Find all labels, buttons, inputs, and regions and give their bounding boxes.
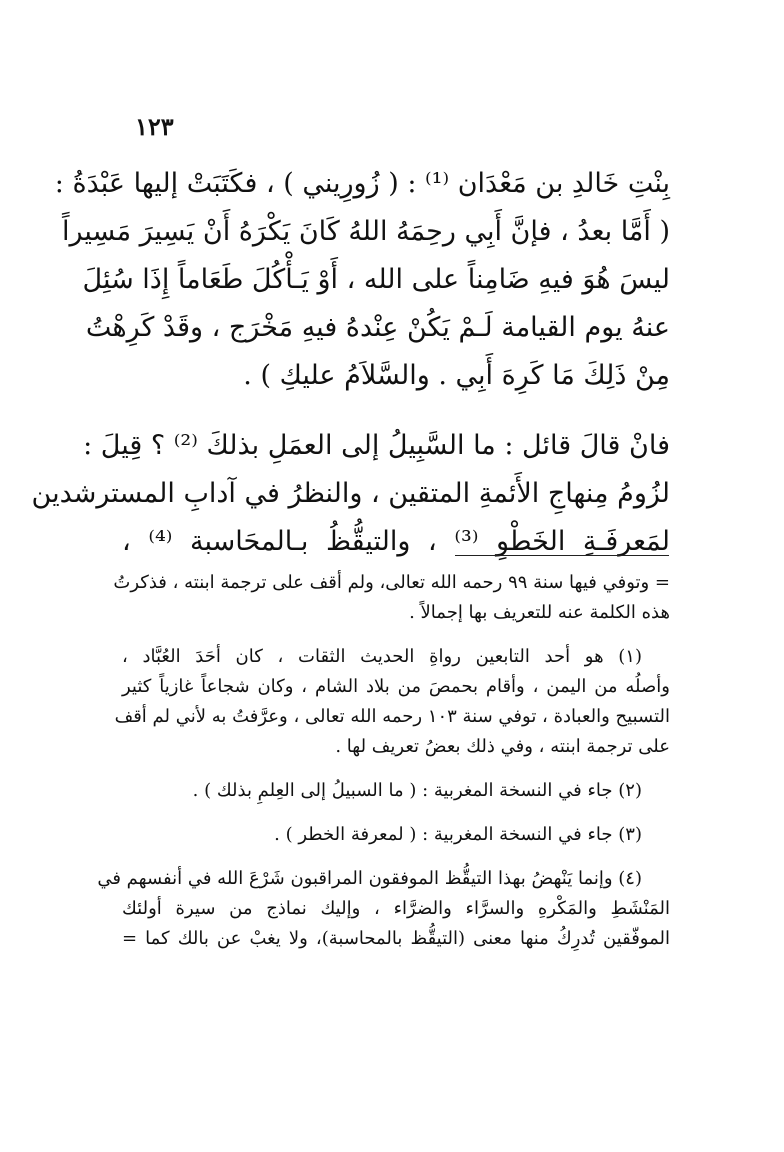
text-line: بِنْتِ خَالدِ بن مَعْدَان ⁽¹⁾ : ( زُورِيني ) ، فكَتَبَتْ إليها عَبْدَةُ : [54,168,670,199]
main-paragraph-1 [54,160,670,400]
text-line: عنهُ يوم القيامة لَـمْ يَكُنْ عِنْدهُ فيهِ مَخْرَج ، وقَدْ كَرِهْتُ [85,312,670,343]
footnote-continuation [113,568,670,628]
text-line: ( أَمَّا بعدُ ، فإنَّ أَبِي رحِمَهُ اللهُ كَانَ يَكْرَهُ أَنْ يَسِيرَ مَسِيراً [61,216,670,247]
footnote-line: (٣) جاء في النسخة المغربية : ( لمعرفة الخطر ) . [274,824,642,845]
text-line: ليسَ هُوَ فيهِ ضَامِناً على الله ، أَوْ يَـأْكُلَ طَعَاماً إِذَا سُئِلَ [82,264,670,295]
footnote-line: على ترجمة ابنته ، وفي ذلك بعضُ تعريف لها . [335,736,670,757]
main-paragraph-2 [31,422,670,566]
footnote-line: الموفّقين تُدرِكُ منها معنى (التيقُّظ بالمحاسبة)، ولا يغبْ عن بالك كما = [122,928,670,949]
footnote-2 [122,776,670,806]
footnote-line: (٤) وإنما يَنْهضُ بهذا التيقُّظ الموفقون المراقبون شَرْعَ الله في أنفسهم في [97,868,642,889]
footnote-line: = وتوفي فيها سنة ٩٩ رحمه الله تعالى، ولم أقف على ترجمة ابنته ، فذكرتُ [113,572,670,593]
text-line: لزُومُ مِنهاجِ الأَئمةِ المتقين ، والنظرُ في آدابِ المسترشدين [31,478,670,509]
footnote-1 [114,642,670,762]
footnotes [97,568,670,954]
text-line: فانْ قالَ قائل : ما السَّبِيلُ إلى العمَلِ بذلكَ ⁽²⁾ ؟ قِيلَ : [83,430,670,461]
text-line: مِنْ ذَلِكَ مَا كَرِهَ أَبِي . والسَّلاَمُ عليكِ ) . [243,360,670,391]
footnote-separator [455,555,669,556]
page-number: ١٢٣ [135,112,174,141]
footnote-line: التسبيح والعبادة ، توفي سنة ١٠٣ رحمه الله تعالى ، وعرَّفتُ به لأني لم أقف [114,706,670,727]
footnote-line: المَنْشَطِ والمَكْرهِ والسرَّاء والضرَّاء ، وإليك نماذج من سيرة أولئك [122,898,670,919]
footnote-3 [122,820,670,850]
main-text [31,160,670,566]
footnote-4 [97,864,670,954]
footnote-line: هذه الكلمة عنه للتعريف بها إجمالاً . [409,602,670,623]
footnote-line: (١) هو أحد التابعين رواةِ الحديث الثقات ، كان أحَدَ العُبَّاد ، [122,646,642,667]
footnote-line: (٢) جاء في النسخة المغربية : ( ما السبيلُ إلى العِلمِ بذلك ) . [192,780,642,801]
text-line: لمَعرفَـةِ الخَطْوِ ⁽³⁾ ، والتيقُّظُ بـالمحَاسبة ⁽⁴⁾ ، [122,526,670,557]
footnote-line: وأصلُه من اليمن ، وأقام بحمصَ من بلاد الشام ، وكان شجاعاً غازياً كثير [122,676,670,697]
